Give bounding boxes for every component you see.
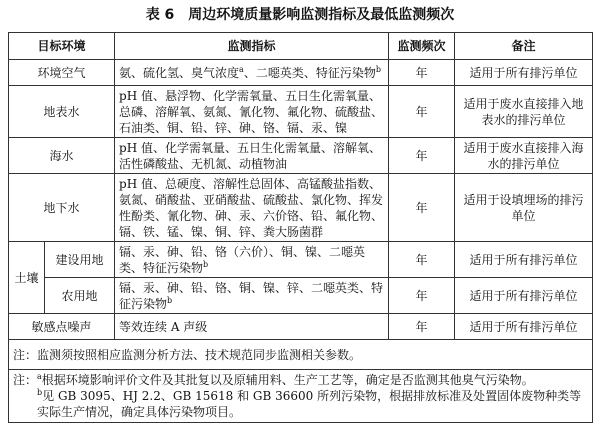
note-cell: 适用于所有排污单位 xyxy=(455,278,593,314)
note-cell: 适用于设填埋场的排污单位 xyxy=(455,174,593,242)
indicator-text: 镉、汞、砷、铅、铬、铜、镍、锌、二噁英类、特征污染物 xyxy=(119,280,384,311)
header-indicator: 监测指标 xyxy=(115,33,389,60)
table-row xyxy=(9,174,593,242)
table-row xyxy=(9,86,593,138)
monitoring-table xyxy=(8,32,593,423)
freq-cell: 年 xyxy=(389,174,455,242)
env-cell: 地下水 xyxy=(9,174,115,242)
env-cell: 建设用地 xyxy=(45,242,115,278)
footnote-mark: b xyxy=(375,64,381,74)
freq-cell: 年 xyxy=(389,86,455,138)
table-row xyxy=(9,138,593,174)
indicator-cell xyxy=(115,278,389,314)
note-cell: 适用于所有排污单位 xyxy=(455,60,593,86)
env-cell: 地表水 xyxy=(9,86,115,138)
footnote-b xyxy=(13,388,588,420)
footnote-mark: a xyxy=(37,372,42,381)
indicator-cell xyxy=(115,242,389,278)
footnotes-cell xyxy=(9,370,593,423)
freq-cell: 年 xyxy=(389,138,455,174)
table-row xyxy=(9,60,593,86)
table-row xyxy=(9,314,593,340)
freq-cell: 年 xyxy=(389,242,455,278)
footnote-mark: a xyxy=(239,64,244,74)
indicator-cell: pH 值、化学需氧量、五日生化需氧量、溶解氧、活性磷酸盐、无机氮、动植物油 xyxy=(115,138,389,174)
table-row xyxy=(9,278,593,314)
freq-cell: 年 xyxy=(389,278,455,314)
footnote-prefix: 注： xyxy=(13,373,38,387)
footnote-mark: b xyxy=(167,295,173,305)
footnote-row xyxy=(9,370,593,423)
note-cell: 适用于所有排污单位 xyxy=(455,242,593,278)
freq-cell: 年 xyxy=(389,314,455,340)
note-text: 注：监测须按照相应监测分析方法、技术规范同步监测相关参数。 xyxy=(9,340,593,370)
table-row xyxy=(9,242,593,278)
footnote-text: 见 GB 3095、HJ 2.2、GB 15618 和 GB 36600 所列污染物，根据排放标准及处置固体废物种类等实际生产情况，确定具体污染物项目。 xyxy=(37,389,582,419)
indicator-text: 镉、汞、砷、铅、铬（六价）、铜、镍、二噁英类、特征污染物 xyxy=(119,244,366,275)
header-frequency: 监测频次 xyxy=(389,33,455,60)
footnote-a xyxy=(13,372,588,388)
header-target-env: 目标环境 xyxy=(9,33,115,60)
env-cell: 环境空气 xyxy=(9,60,115,86)
table-title: 表 6 周边环境质量影响监测指标及最低监测频次 xyxy=(145,7,455,23)
env-cell: 海水 xyxy=(9,138,115,174)
note-row xyxy=(9,340,593,370)
indicator-cell: pH 值、悬浮物、化学需氧量、五日生化需氧量、总磷、溶解氧、氨氮、氰化物、氟化物、硫酸盐、石油类、铜、铅、锌、砷、铬、镉、汞、镍 xyxy=(115,86,389,138)
freq-cell: 年 xyxy=(389,60,455,86)
indicator-cell: pH 值、总硬度、溶解性总固体、高锰酸盐指数、氨氮、硝酸盐、亚硝酸盐、硫酸盐、氯化物、挥发性酚类、氰化物、砷、汞、六价铬、铅、氟化物、镉、铁、锰、镍、铜、锌、粪大肠菌群 xyxy=(115,174,389,242)
note-cell: 适用于废水直接排入地表水的排污单位 xyxy=(455,86,593,138)
indicator-cell: 等效连续 A 声级 xyxy=(115,314,389,340)
indicator-text: 、二噁英类、特征污染物 xyxy=(243,65,376,80)
soil-group-cell: 土壤 xyxy=(9,242,45,314)
indicator-cell xyxy=(115,60,389,86)
footnote-mark: b xyxy=(203,259,209,269)
header-row xyxy=(9,33,593,60)
env-cell: 农用地 xyxy=(45,278,115,314)
footnote-mark: b xyxy=(37,388,43,397)
footnote-text: 根据环境影响评价文件及其批复以及原辅用料、生产工艺等，确定是否监测其他臭气污染物。 xyxy=(41,373,534,387)
note-cell: 适用于所有排污单位 xyxy=(455,314,593,340)
env-cell: 敏感点噪声 xyxy=(9,314,115,340)
header-remark: 备注 xyxy=(455,33,593,60)
note-cell: 适用于废水直接排入海水的排污单位 xyxy=(455,138,593,174)
indicator-text: 氨、硫化氢、臭气浓度 xyxy=(119,65,240,80)
